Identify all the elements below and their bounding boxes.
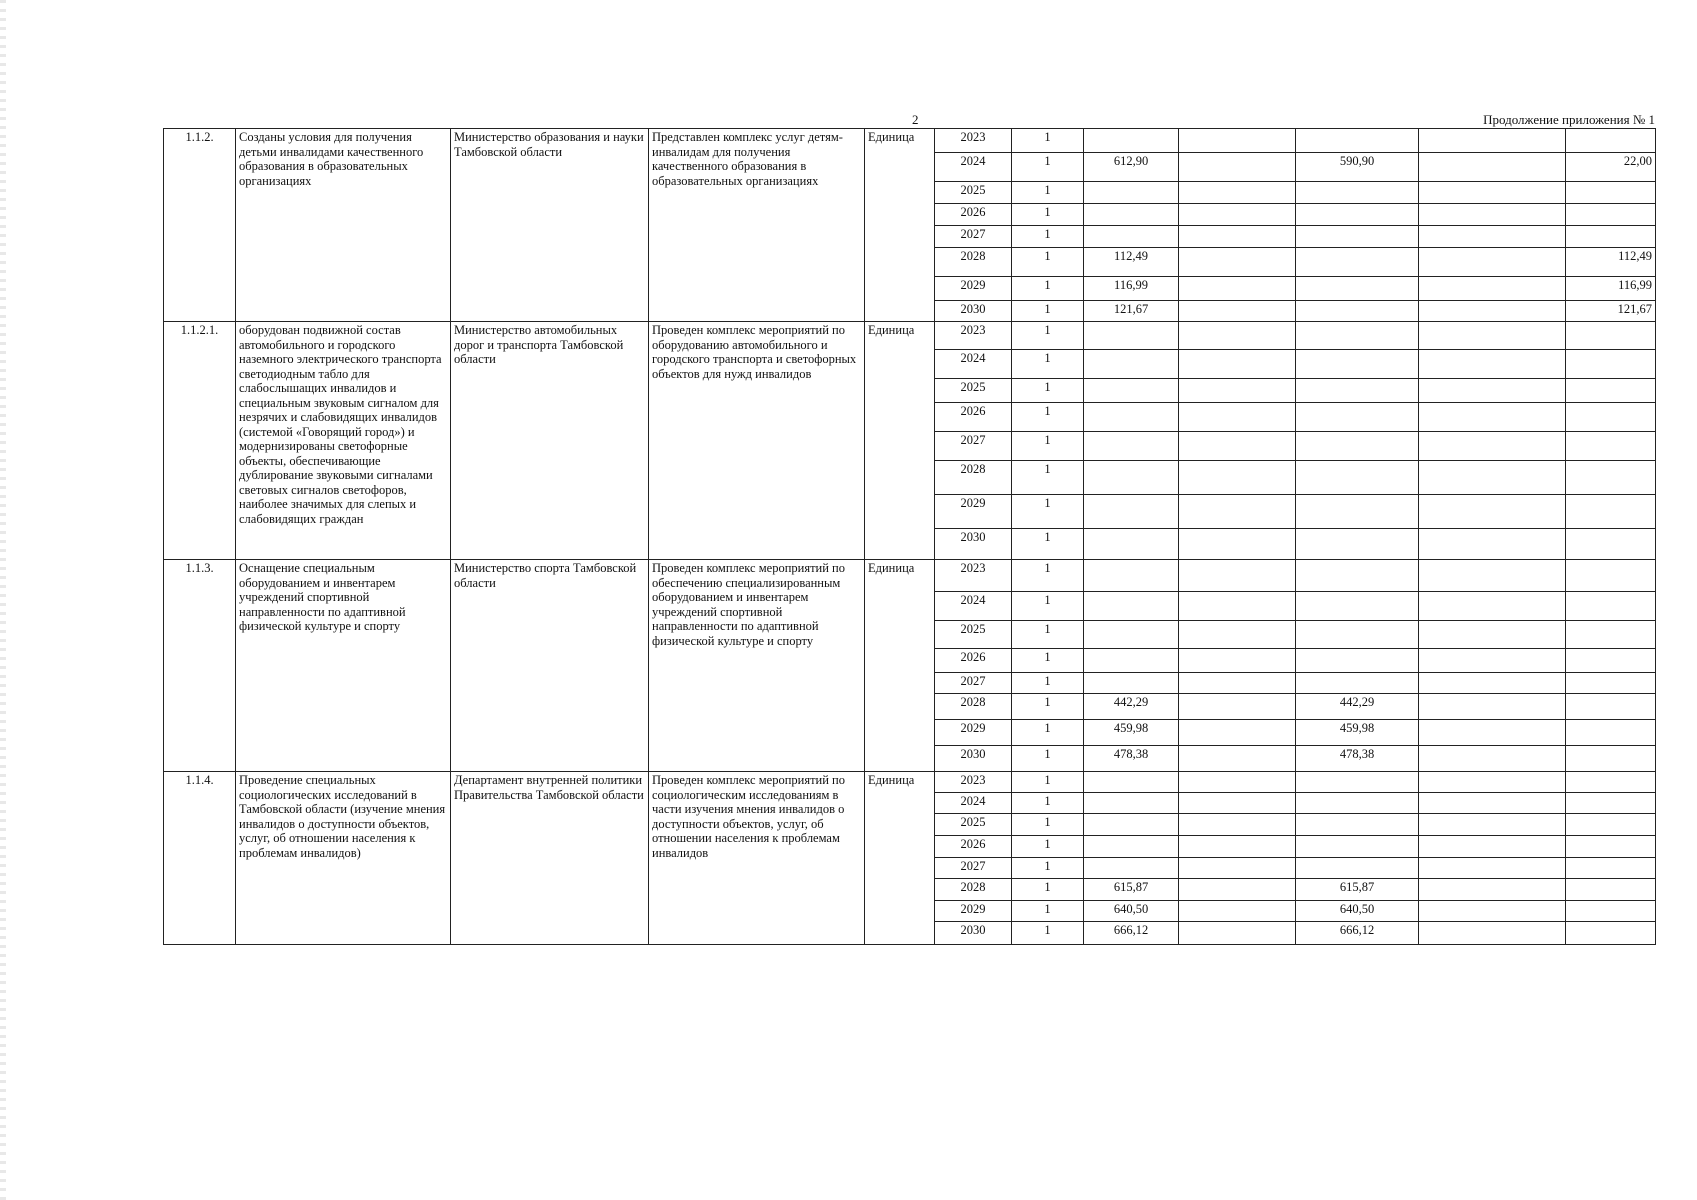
total-cell — [1084, 461, 1179, 495]
funding-cell-5 — [1566, 403, 1656, 432]
funding-cell-4 — [1419, 746, 1566, 772]
funding-cell-5 — [1566, 901, 1656, 922]
total-cell — [1084, 226, 1179, 248]
funding-cell-3 — [1296, 592, 1419, 621]
indicator-value-cell: 1 — [1012, 204, 1084, 226]
year-cell: 2030 — [935, 922, 1012, 945]
funding-cell-5 — [1566, 495, 1656, 529]
funding-cell-5: 116,99 — [1566, 277, 1656, 301]
funding-cell-2 — [1179, 592, 1296, 621]
funding-cell-4 — [1419, 322, 1566, 350]
funding-cell-3: 640,50 — [1296, 901, 1419, 922]
funding-cell-3 — [1296, 461, 1419, 495]
indicator-value-cell: 1 — [1012, 746, 1084, 772]
funding-cell-4 — [1419, 432, 1566, 461]
funding-cell-2 — [1179, 922, 1296, 945]
funding-cell-2 — [1179, 379, 1296, 403]
funding-cell-2 — [1179, 673, 1296, 694]
year-cell: 2024 — [935, 350, 1012, 379]
indicator-value-cell: 1 — [1012, 694, 1084, 720]
total-cell: 478,38 — [1084, 746, 1179, 772]
funding-cell-4 — [1419, 226, 1566, 248]
funding-cell-4 — [1419, 495, 1566, 529]
funding-cell-2 — [1179, 858, 1296, 879]
funding-cell-3 — [1296, 858, 1419, 879]
total-cell — [1084, 204, 1179, 226]
funding-cell-3 — [1296, 301, 1419, 322]
funding-cell-3: 478,38 — [1296, 746, 1419, 772]
year-cell: 2025 — [935, 379, 1012, 403]
year-cell: 2026 — [935, 403, 1012, 432]
section-result: Проведен комплекс мероприятий по обеспечению специализированным оборудованием и инвентарем учреждений спортивной направленности по адаптивной физической культуре и спорту — [649, 560, 865, 772]
funding-cell-5 — [1566, 673, 1656, 694]
funding-cell-3: 615,87 — [1296, 879, 1419, 901]
funding-cell-3 — [1296, 814, 1419, 836]
indicator-value-cell: 1 — [1012, 403, 1084, 432]
funding-cell-4 — [1419, 301, 1566, 322]
indicator-value-cell: 1 — [1012, 814, 1084, 836]
section-result: Проведен комплекс мероприятий по оборудованию автомобильного и городского транспорта и светофорных объектов для нужд инвалидов — [649, 322, 865, 560]
funding-cell-3 — [1296, 621, 1419, 649]
funding-cell-4 — [1419, 529, 1566, 560]
section-code: 1.1.3. — [164, 560, 236, 772]
funding-cell-2 — [1179, 694, 1296, 720]
total-cell — [1084, 673, 1179, 694]
funding-cell-3 — [1296, 248, 1419, 277]
year-cell: 2024 — [935, 153, 1012, 182]
funding-cell-2 — [1179, 649, 1296, 673]
year-cell: 2026 — [935, 649, 1012, 673]
year-cell: 2030 — [935, 529, 1012, 560]
total-cell: 666,12 — [1084, 922, 1179, 945]
funding-cell-5 — [1566, 793, 1656, 814]
year-cell: 2027 — [935, 432, 1012, 461]
funding-cell-3 — [1296, 129, 1419, 153]
funding-cell-5 — [1566, 560, 1656, 592]
year-cell: 2028 — [935, 248, 1012, 277]
funding-cell-5 — [1566, 772, 1656, 793]
year-cell: 2026 — [935, 204, 1012, 226]
year-cell: 2025 — [935, 621, 1012, 649]
total-cell: 442,29 — [1084, 694, 1179, 720]
funding-cell-4 — [1419, 129, 1566, 153]
total-cell — [1084, 379, 1179, 403]
section-name: Созданы условия для получения детьми инвалидами качественного образования в образовательных организациях — [236, 129, 451, 322]
indicator-value-cell: 1 — [1012, 879, 1084, 901]
total-cell — [1084, 129, 1179, 153]
section-code: 1.1.2. — [164, 129, 236, 322]
total-cell — [1084, 182, 1179, 204]
total-cell: 459,98 — [1084, 720, 1179, 746]
section-name: Проведение специальных социологических исследований в Тамбовской области (изучение мнения инвалидов о доступности объектов, услуг, об отношении населения к проблемам инвалидов) — [236, 772, 451, 945]
page-number: 2 — [912, 112, 919, 127]
indicator-value-cell: 1 — [1012, 922, 1084, 945]
funding-cell-5 — [1566, 649, 1656, 673]
funding-cell-3: 459,98 — [1296, 720, 1419, 746]
funding-cell-5 — [1566, 379, 1656, 403]
year-cell: 2023 — [935, 560, 1012, 592]
year-cell: 2029 — [935, 495, 1012, 529]
funding-cell-2 — [1179, 301, 1296, 322]
funding-cell-5: 112,49 — [1566, 248, 1656, 277]
continuation-note: Продолжение приложения № 1 — [1483, 112, 1655, 127]
section-name: Оснащение специальным оборудованием и инвентарем учреждений спортивной направленности по адаптивной физической культуре и спорту — [236, 560, 451, 772]
funding-cell-2 — [1179, 720, 1296, 746]
funding-cell-5 — [1566, 350, 1656, 379]
section-code: 1.1.2.1. — [164, 322, 236, 560]
section-result: Проведен комплекс мероприятий по социологическим исследованиям в части изучения мнения инвалидов о доступности объектов, услуг, об отношении населения к проблемам инвалидов — [649, 772, 865, 945]
funding-cell-2 — [1179, 901, 1296, 922]
funding-cell-3 — [1296, 772, 1419, 793]
funding-cell-2 — [1179, 879, 1296, 901]
year-cell: 2027 — [935, 226, 1012, 248]
section-executor: Министерство спорта Тамбовской области — [451, 560, 649, 772]
year-cell: 2027 — [935, 858, 1012, 879]
section-executor: Министерство образования и науки Тамбовской области — [451, 129, 649, 322]
section-code: 1.1.4. — [164, 772, 236, 945]
funding-cell-4 — [1419, 793, 1566, 814]
funding-cell-4 — [1419, 592, 1566, 621]
section-executor: Департамент внутренней политики Правительства Тамбовской области — [451, 772, 649, 945]
section-unit: Единица — [865, 772, 935, 945]
funding-cell-2 — [1179, 322, 1296, 350]
indicator-value-cell: 1 — [1012, 836, 1084, 858]
year-cell: 2028 — [935, 461, 1012, 495]
indicator-value-cell: 1 — [1012, 129, 1084, 153]
funding-cell-5: 121,67 — [1566, 301, 1656, 322]
total-cell — [1084, 814, 1179, 836]
indicator-value-cell: 1 — [1012, 461, 1084, 495]
section-result: Представлен комплекс услуг детям-инвалидам для получения качественного образования в образовательных организациях — [649, 129, 865, 322]
funding-cell-5 — [1566, 836, 1656, 858]
total-cell — [1084, 560, 1179, 592]
funding-cell-4 — [1419, 248, 1566, 277]
total-cell — [1084, 432, 1179, 461]
funding-cell-5 — [1566, 858, 1656, 879]
funding-cell-2 — [1179, 226, 1296, 248]
funding-cell-3 — [1296, 182, 1419, 204]
funding-cell-2 — [1179, 432, 1296, 461]
indicator-value-cell: 1 — [1012, 772, 1084, 793]
year-cell: 2026 — [935, 836, 1012, 858]
funding-cell-3 — [1296, 322, 1419, 350]
indicator-value-cell: 1 — [1012, 673, 1084, 694]
funding-cell-2 — [1179, 277, 1296, 301]
section-executor: Министерство автомобильных дорог и транспорта Тамбовской области — [451, 322, 649, 560]
year-cell: 2023 — [935, 772, 1012, 793]
funding-cell-2 — [1179, 836, 1296, 858]
funding-cell-2 — [1179, 182, 1296, 204]
year-cell: 2023 — [935, 322, 1012, 350]
scan-edge-artifact — [0, 0, 6, 1200]
indicator-value-cell: 1 — [1012, 901, 1084, 922]
indicator-value-cell: 1 — [1012, 277, 1084, 301]
funding-cell-4 — [1419, 350, 1566, 379]
funding-cell-4 — [1419, 694, 1566, 720]
table-row — [164, 322, 1656, 350]
year-cell: 2030 — [935, 746, 1012, 772]
year-cell: 2029 — [935, 720, 1012, 746]
funding-cell-4 — [1419, 673, 1566, 694]
funding-cell-4 — [1419, 204, 1566, 226]
funding-cell-2 — [1179, 814, 1296, 836]
funding-cell-3: 590,90 — [1296, 153, 1419, 182]
funding-cell-4 — [1419, 277, 1566, 301]
indicator-value-cell: 1 — [1012, 560, 1084, 592]
funding-cell-2 — [1179, 560, 1296, 592]
total-cell: 612,90 — [1084, 153, 1179, 182]
year-cell: 2027 — [935, 673, 1012, 694]
total-cell — [1084, 403, 1179, 432]
funding-cell-4 — [1419, 772, 1566, 793]
year-cell: 2023 — [935, 129, 1012, 153]
year-cell: 2030 — [935, 301, 1012, 322]
funding-cell-2 — [1179, 529, 1296, 560]
funding-cell-5 — [1566, 814, 1656, 836]
funding-cell-2 — [1179, 461, 1296, 495]
funding-cell-4 — [1419, 379, 1566, 403]
funding-cell-3 — [1296, 529, 1419, 560]
total-cell: 121,67 — [1084, 301, 1179, 322]
indicator-value-cell: 1 — [1012, 858, 1084, 879]
funding-cell-4 — [1419, 461, 1566, 495]
table-row — [164, 772, 1656, 793]
year-cell: 2025 — [935, 814, 1012, 836]
funding-cell-3 — [1296, 277, 1419, 301]
indicator-value-cell: 1 — [1012, 226, 1084, 248]
funding-cell-3 — [1296, 226, 1419, 248]
funding-cell-4 — [1419, 922, 1566, 945]
funding-cell-3 — [1296, 836, 1419, 858]
indicator-value-cell: 1 — [1012, 322, 1084, 350]
year-cell: 2029 — [935, 277, 1012, 301]
funding-cell-3 — [1296, 495, 1419, 529]
funding-cell-5 — [1566, 621, 1656, 649]
funding-cell-5 — [1566, 922, 1656, 945]
total-cell: 640,50 — [1084, 901, 1179, 922]
funding-cell-4 — [1419, 901, 1566, 922]
indicator-value-cell: 1 — [1012, 432, 1084, 461]
funding-cell-5 — [1566, 529, 1656, 560]
funding-cell-5 — [1566, 129, 1656, 153]
funding-cell-2 — [1179, 248, 1296, 277]
funding-cell-2 — [1179, 153, 1296, 182]
indicator-value-cell: 1 — [1012, 350, 1084, 379]
indicator-value-cell: 1 — [1012, 649, 1084, 673]
section-unit: Единица — [865, 129, 935, 322]
funding-cell-4 — [1419, 182, 1566, 204]
total-cell — [1084, 772, 1179, 793]
total-cell — [1084, 649, 1179, 673]
funding-cell-2 — [1179, 793, 1296, 814]
year-cell: 2028 — [935, 694, 1012, 720]
funding-cell-5 — [1566, 182, 1656, 204]
funding-cell-3 — [1296, 673, 1419, 694]
section-unit: Единица — [865, 560, 935, 772]
funding-cell-5 — [1566, 746, 1656, 772]
total-cell — [1084, 793, 1179, 814]
funding-cell-3 — [1296, 649, 1419, 673]
funding-cell-4 — [1419, 814, 1566, 836]
funding-cell-5 — [1566, 879, 1656, 901]
funding-cell-5 — [1566, 461, 1656, 495]
funding-cell-2 — [1179, 129, 1296, 153]
indicator-value-cell: 1 — [1012, 621, 1084, 649]
year-cell: 2028 — [935, 879, 1012, 901]
funding-cell-4 — [1419, 836, 1566, 858]
total-cell: 615,87 — [1084, 879, 1179, 901]
funding-cell-2 — [1179, 772, 1296, 793]
funding-cell-3: 442,29 — [1296, 694, 1419, 720]
year-cell: 2024 — [935, 793, 1012, 814]
indicator-value-cell: 1 — [1012, 592, 1084, 621]
indicator-value-cell: 1 — [1012, 182, 1084, 204]
section-name: оборудован подвижной состав автомобильного и городского наземного электрического транспорта светодиодным табло для слабослышащих инвалидов и специальным звуковым сигналом для незрячих и слабовидящих инвалидов (системой «Говорящий город») и модернизированы светофорные объекты, обеспечивающие дублирование звуковыми сигналами световых сигналов светофоров, наиболее значимых для слепых и слабовидящих граждан — [236, 322, 451, 560]
indicator-value-cell: 1 — [1012, 720, 1084, 746]
total-cell: 116,99 — [1084, 277, 1179, 301]
indicator-value-cell: 1 — [1012, 153, 1084, 182]
funding-cell-5: 22,00 — [1566, 153, 1656, 182]
funding-cell-5 — [1566, 592, 1656, 621]
indicator-value-cell: 1 — [1012, 248, 1084, 277]
total-cell — [1084, 858, 1179, 879]
funding-cell-2 — [1179, 204, 1296, 226]
funding-cell-2 — [1179, 746, 1296, 772]
funding-cell-2 — [1179, 621, 1296, 649]
total-cell — [1084, 322, 1179, 350]
section-unit: Единица — [865, 322, 935, 560]
funding-cell-4 — [1419, 649, 1566, 673]
funding-cell-4 — [1419, 879, 1566, 901]
table-row — [164, 560, 1656, 592]
funding-cell-4 — [1419, 720, 1566, 746]
funding-cell-5 — [1566, 226, 1656, 248]
indicator-value-cell: 1 — [1012, 793, 1084, 814]
funding-cell-4 — [1419, 403, 1566, 432]
funding-cell-3 — [1296, 793, 1419, 814]
funding-cell-3 — [1296, 350, 1419, 379]
funding-cell-3 — [1296, 560, 1419, 592]
indicator-value-cell: 1 — [1012, 495, 1084, 529]
total-cell — [1084, 350, 1179, 379]
year-cell: 2029 — [935, 901, 1012, 922]
funding-cell-5 — [1566, 720, 1656, 746]
indicator-value-cell: 1 — [1012, 529, 1084, 560]
funding-cell-2 — [1179, 495, 1296, 529]
funding-cell-5 — [1566, 694, 1656, 720]
funding-cell-4 — [1419, 153, 1566, 182]
funding-cell-4 — [1419, 858, 1566, 879]
funding-cell-4 — [1419, 621, 1566, 649]
funding-cell-3 — [1296, 403, 1419, 432]
total-cell — [1084, 495, 1179, 529]
table-row — [164, 129, 1656, 153]
funding-cell-5 — [1566, 432, 1656, 461]
funding-cell-3 — [1296, 204, 1419, 226]
funding-cell-2 — [1179, 350, 1296, 379]
funding-cell-2 — [1179, 403, 1296, 432]
year-cell: 2025 — [935, 182, 1012, 204]
total-cell: 112,49 — [1084, 248, 1179, 277]
indicator-value-cell: 1 — [1012, 301, 1084, 322]
funding-cell-4 — [1419, 560, 1566, 592]
funding-cell-3 — [1296, 432, 1419, 461]
funding-cell-3 — [1296, 379, 1419, 403]
indicator-value-cell: 1 — [1012, 379, 1084, 403]
total-cell — [1084, 836, 1179, 858]
total-cell — [1084, 592, 1179, 621]
total-cell — [1084, 621, 1179, 649]
program-table — [163, 128, 1656, 945]
year-cell: 2024 — [935, 592, 1012, 621]
total-cell — [1084, 529, 1179, 560]
funding-cell-5 — [1566, 204, 1656, 226]
funding-cell-3: 666,12 — [1296, 922, 1419, 945]
funding-cell-5 — [1566, 322, 1656, 350]
